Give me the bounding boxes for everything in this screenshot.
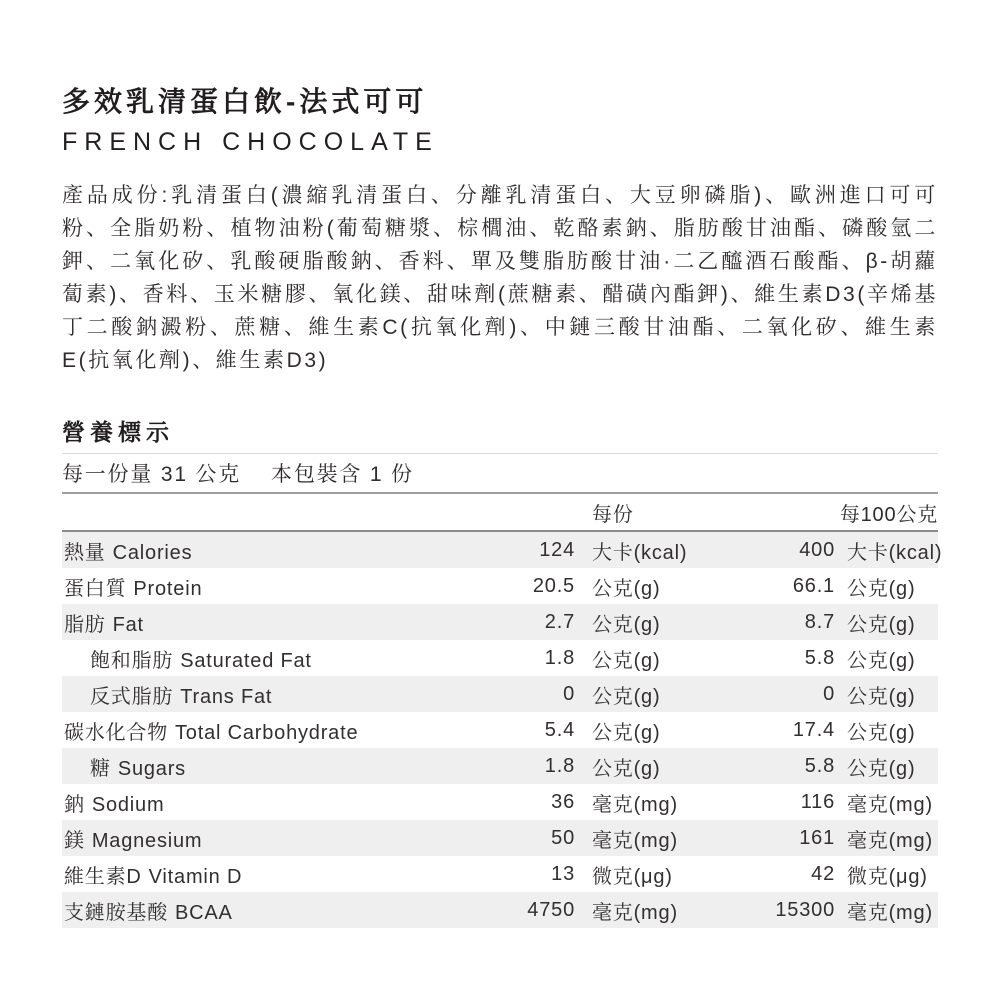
- per-serving-unit: 毫克(mg): [592, 829, 678, 852]
- nutrient-label: [62, 644, 475, 673]
- per-serving-value: 50: [551, 826, 575, 849]
- nutrient-label-zh: 熱量: [64, 541, 106, 564]
- per-serving-column-header: 每份: [592, 503, 634, 526]
- per-100g-value: 116: [800, 790, 835, 813]
- per-100g-value: 5.8: [804, 646, 835, 669]
- nutrient-label-zh: 支鏈胺基酸: [64, 901, 168, 924]
- per-100g-unit: 大卡(kcal): [847, 541, 943, 564]
- nutrient-label: [62, 824, 475, 853]
- nutrition-row: [62, 532, 943, 568]
- ingredients-paragraph: 產品成份:乳清蛋白(濃縮乳清蛋白、分離乳清蛋白、大豆卵磷脂)、歐洲進口可可粉、全脂奶粉、植物油粉(葡萄糖漿、棕櫚油、乾酪素鈉、脂肪酸甘油酯、磷酸氫二鉀、二氧化矽、乳酸硬脂酸鈉、香料、單及雙脂肪酸甘油·二乙醯酒石酸酯、β-胡蘿蔔素)、香料、玉米糖膠、氧化鎂、甜味劑(蔗糖素、醋磺內酯鉀)、維生素D3(辛烯基丁二酸鈉澱粉、蔗糖、維生素C(抗氧化劑)、中鏈三酸甘油酯、二氧化矽、維生素E(抗氧化劑)、維生素D3): [62, 184, 938, 372]
- per-serving-value: 4750: [527, 898, 575, 921]
- per-100g-unit: 毫克(mg): [847, 901, 933, 924]
- per-serving-unit: 公克(g): [592, 649, 661, 672]
- nutrient-label: [62, 788, 475, 817]
- nutrient-label-en: Sodium: [91, 793, 165, 816]
- nutrient-label-zh: 維生素D: [64, 865, 142, 888]
- nutrient-label: [62, 680, 475, 709]
- per-100g-value: 161: [799, 826, 835, 849]
- per-100g-value: 42: [811, 862, 835, 885]
- nutrient-label-en: Fat: [112, 613, 144, 636]
- nutrition-row: [62, 784, 938, 820]
- nutrient-label-zh: 脂肪: [64, 613, 106, 636]
- nutrition-row: [62, 892, 938, 928]
- nutrient-label-zh: 蛋白質: [64, 577, 127, 600]
- per-serving-value: 1.8: [544, 754, 575, 777]
- per-serving-unit: 公克(g): [592, 685, 661, 708]
- nutrient-label-en: BCAA: [175, 901, 233, 924]
- serving-info: [62, 454, 938, 492]
- nutrition-table-body: [62, 532, 943, 928]
- per-serving-unit: 公克(g): [592, 757, 661, 780]
- servings-per-pack: 本包裝含 1 份: [271, 463, 414, 486]
- per-serving-value: 1.8: [544, 646, 575, 669]
- nutrient-label-en: Trans Fat: [180, 685, 273, 708]
- per-100g-column-header: 每100公克: [839, 503, 938, 526]
- nutrient-label-zh: 糖: [90, 757, 111, 780]
- per-serving-value: 13: [551, 862, 575, 885]
- per-serving-unit: 毫克(mg): [592, 793, 678, 816]
- per-100g-value: 8.7: [804, 610, 835, 633]
- nutrient-label: [62, 860, 475, 889]
- per-100g-value: 15300: [775, 898, 835, 921]
- nutrient-label-en: Saturated Fat: [180, 649, 312, 672]
- nutrition-row: [62, 712, 938, 748]
- per-100g-unit: 公克(g): [847, 577, 916, 600]
- per-serving-value: 5.4: [544, 718, 575, 741]
- per-100g-unit: 公克(g): [847, 757, 916, 780]
- nutrition-row: [62, 676, 938, 712]
- nutrient-label-en: Magnesium: [91, 829, 203, 852]
- per-serving-value: 2.7: [544, 610, 575, 633]
- per-serving-unit: 公克(g): [592, 577, 661, 600]
- nutrient-label-en: Protein: [133, 577, 203, 600]
- per-serving-value: 0: [563, 682, 575, 705]
- per-100g-unit: 公克(g): [847, 721, 916, 744]
- product-title-en: FRENCH CHOCOLATE: [62, 128, 439, 156]
- per-100g-value: 66.1: [792, 574, 835, 597]
- nutrient-label: [62, 572, 475, 601]
- nutrition-row: [62, 748, 938, 784]
- nutrient-label: [62, 536, 475, 565]
- nutrient-label-en: Total Carbohydrate: [175, 721, 359, 744]
- per-100g-unit: 公克(g): [847, 613, 916, 636]
- nutrient-label: [62, 896, 475, 925]
- nutrient-label: [62, 716, 475, 745]
- per-serving-unit: 公克(g): [592, 721, 661, 744]
- nutrient-label-en: Sugars: [117, 757, 186, 780]
- per-serving-value: 124: [539, 538, 575, 561]
- per-100g-unit: 毫克(mg): [847, 829, 933, 852]
- per-100g-unit: 公克(g): [847, 649, 916, 672]
- per-serving-unit: 公克(g): [592, 613, 661, 636]
- per-100g-unit: 微克(μg): [847, 865, 928, 888]
- nutrient-label-en: Calories: [112, 541, 193, 564]
- per-100g-value: 5.8: [804, 754, 835, 777]
- per-100g-value: 0: [823, 682, 835, 705]
- per-100g-value: 17.4: [792, 718, 835, 741]
- nutrient-label: [62, 752, 475, 781]
- nutrient-label-en: Vitamin D: [148, 865, 243, 888]
- per-serving-value: 20.5: [532, 574, 575, 597]
- per-100g-unit: 公克(g): [847, 685, 916, 708]
- nutrient-label-zh: 反式脂肪: [90, 685, 174, 708]
- nutrition-row: [62, 568, 938, 604]
- per-serving-unit: 大卡(kcal): [592, 541, 688, 564]
- per-100g-value: 400: [799, 538, 835, 561]
- nutrition-row: [62, 640, 938, 676]
- per-serving-value: 36: [551, 790, 575, 813]
- nutrition-row: [62, 820, 938, 856]
- nutrient-label-zh: 飽和脂肪: [90, 649, 174, 672]
- product-title-zh: 多效乳清蛋白飲-法式可可: [62, 86, 428, 117]
- nutrient-label-zh: 碳水化合物: [64, 721, 168, 744]
- per-100g-unit: 毫克(mg): [847, 793, 933, 816]
- serving-size: 每一份量 31 公克: [62, 463, 242, 486]
- nutrition-row: [62, 604, 938, 640]
- nutrient-label: [62, 608, 475, 637]
- nutrient-label-zh: 鎂: [64, 829, 85, 852]
- per-serving-unit: 毫克(mg): [592, 901, 678, 924]
- per-serving-unit: 微克(μg): [592, 865, 673, 888]
- nutrition-section-title: 營養標示: [62, 419, 174, 445]
- nutrition-row: [62, 856, 938, 892]
- nutrient-label-zh: 鈉: [64, 793, 85, 816]
- nutrition-table-header: [62, 494, 938, 530]
